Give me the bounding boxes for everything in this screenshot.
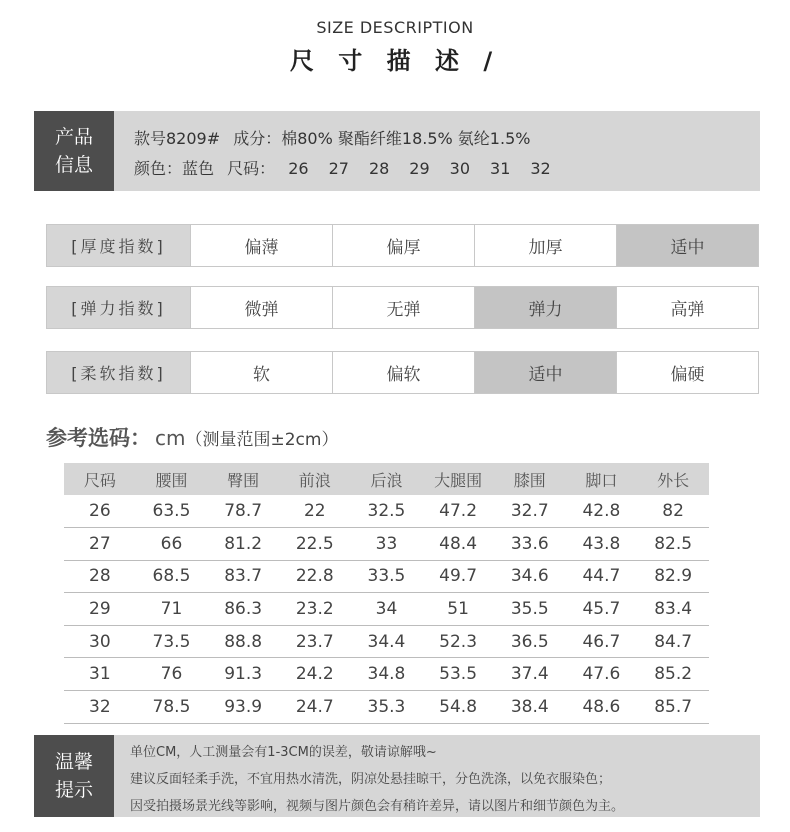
- composition: 成分：棉80% 聚酯纤维18.5% 氨纶1.5%: [233, 129, 531, 148]
- column-header: 后浪: [351, 463, 423, 495]
- table-cell: 44.7: [566, 560, 638, 593]
- size-table: [64, 463, 709, 724]
- product-tag-line2: 信息: [54, 154, 93, 176]
- tips-tag: [34, 735, 114, 817]
- table-cell: 52.3: [422, 625, 494, 658]
- table-cell: 84.7: [637, 625, 709, 658]
- elasticity-index-label: [弹力指数]: [47, 287, 190, 328]
- table-cell: 22: [279, 495, 351, 528]
- table-cell: 47.6: [566, 658, 638, 691]
- column-header: 膝围: [494, 463, 566, 495]
- table-cell: 47.2: [422, 495, 494, 528]
- softness-option: 偏硬: [616, 352, 758, 393]
- column-header: 外长: [637, 463, 709, 495]
- table-cell: 63.5: [136, 495, 208, 528]
- table-cell: 29: [64, 593, 136, 626]
- header-subtitle: SIZE DESCRIPTION: [316, 18, 474, 37]
- size-item: 27: [328, 159, 349, 178]
- table-cell: 22.8: [279, 560, 351, 593]
- table-cell: 34: [351, 593, 423, 626]
- table-row: [64, 658, 709, 691]
- reference-note: （测量范围±2cm）: [185, 430, 339, 450]
- tips-tag-line2: 提示: [54, 779, 93, 801]
- table-row: [64, 593, 709, 626]
- table-cell: 32.7: [494, 495, 566, 528]
- table-cell: 82.9: [637, 560, 709, 593]
- tip-line: 单位CM，人工测量会有1-3CM的误差，敬请谅解哦~: [130, 745, 437, 760]
- table-row: [64, 495, 709, 528]
- table-cell: 91.3: [207, 658, 279, 691]
- table-cell: 48.6: [566, 691, 638, 724]
- table-cell: 24.7: [279, 691, 351, 724]
- table-cell: 85.7: [637, 691, 709, 724]
- thickness-option: 偏厚: [332, 225, 474, 266]
- column-header: 臀围: [207, 463, 279, 495]
- table-cell: 34.4: [351, 625, 423, 658]
- softness-option: 偏软: [332, 352, 474, 393]
- table-cell: 85.2: [637, 658, 709, 691]
- table-row: [64, 528, 709, 561]
- column-header: 尺码: [64, 463, 136, 495]
- table-cell: 83.4: [637, 593, 709, 626]
- size-item: 28: [368, 159, 390, 178]
- softness-index-label: [柔软指数]: [47, 352, 190, 393]
- thickness-option: 加厚: [474, 225, 616, 266]
- table-cell: 53.5: [422, 658, 494, 691]
- table-cell: 24.2: [279, 658, 351, 691]
- product-color: 颜色：蓝色: [134, 159, 215, 178]
- elasticity-option: 无弹: [332, 287, 474, 328]
- product-info-tag: [34, 111, 114, 191]
- table-cell: 49.7: [422, 560, 494, 593]
- column-header: 前浪: [279, 463, 351, 495]
- table-cell: 23.2: [279, 593, 351, 626]
- table-cell: 28: [64, 560, 136, 593]
- table-cell: 46.7: [566, 625, 638, 658]
- size-reference-title: [46, 422, 338, 452]
- table-cell: 42.8: [566, 495, 638, 528]
- style-number: 款号8209#: [134, 129, 221, 148]
- table-cell: 73.5: [136, 625, 208, 658]
- size-item: 30: [449, 159, 471, 178]
- table-cell: 35.3: [351, 691, 423, 724]
- table-cell: 71: [136, 593, 208, 626]
- softness-option-selected: 适中: [474, 352, 616, 393]
- table-cell: 88.8: [207, 625, 279, 658]
- table-row: [64, 625, 709, 658]
- thickness-option-selected: 适中: [616, 225, 758, 266]
- tips-lines: [130, 739, 624, 820]
- table-row: [64, 691, 709, 724]
- product-info-panel: [34, 111, 760, 191]
- table-cell: 30: [64, 625, 136, 658]
- table-cell: 43.8: [566, 528, 638, 561]
- thickness-index-row: [46, 224, 759, 267]
- tip-line: 建议反面轻柔手洗，不宜用热水清洗，阴凉处悬挂晾干，分色洗涤，以免衣服染色；: [130, 772, 612, 787]
- table-cell: 35.5: [494, 593, 566, 626]
- table-cell: 33.6: [494, 528, 566, 561]
- table-cell: 81.2: [207, 528, 279, 561]
- table-cell: 27: [64, 528, 136, 561]
- thickness-option: 偏薄: [190, 225, 332, 266]
- table-cell: 78.5: [136, 691, 208, 724]
- table-cell: 93.9: [207, 691, 279, 724]
- table-cell: 86.3: [207, 593, 279, 626]
- column-header: 脚口: [566, 463, 638, 495]
- size-table-header: [64, 463, 709, 495]
- column-header: 大腿围: [422, 463, 494, 495]
- table-cell: 32: [64, 691, 136, 724]
- size-table-body: [64, 495, 709, 723]
- size-item: 32: [530, 159, 551, 178]
- product-tag-line1: 产品: [54, 126, 93, 148]
- table-cell: 68.5: [136, 560, 208, 593]
- table-cell: 33.5: [351, 560, 423, 593]
- size-item: 26: [288, 159, 309, 178]
- table-cell: 45.7: [566, 593, 638, 626]
- thickness-index-label: [厚度指数]: [47, 225, 190, 266]
- table-cell: 76: [136, 658, 208, 691]
- size-item: 29: [409, 159, 430, 178]
- table-cell: 37.4: [494, 658, 566, 691]
- size-label: 尺码：: [227, 159, 276, 178]
- softness-index-row: [46, 351, 759, 394]
- table-cell: 22.5: [279, 528, 351, 561]
- table-row: [64, 560, 709, 593]
- table-cell: 82: [637, 495, 709, 528]
- column-header: 腰围: [136, 463, 208, 495]
- table-cell: 38.4: [494, 691, 566, 724]
- table-cell: 66: [136, 528, 208, 561]
- size-list: [288, 159, 563, 178]
- table-cell: 83.7: [207, 560, 279, 593]
- elasticity-index-row: [46, 286, 759, 329]
- table-cell: 48.4: [422, 528, 494, 561]
- size-item: 31: [490, 159, 511, 178]
- table-cell: 23.7: [279, 625, 351, 658]
- tips-panel: [34, 735, 760, 817]
- table-cell: 54.8: [422, 691, 494, 724]
- product-line-1: [134, 124, 563, 154]
- table-cell: 82.5: [637, 528, 709, 561]
- elasticity-option: 高弹: [616, 287, 758, 328]
- elasticity-option: 微弹: [190, 287, 332, 328]
- table-cell: 78.7: [207, 495, 279, 528]
- table-cell: 31: [64, 658, 136, 691]
- reference-unit: cm: [155, 426, 186, 450]
- table-cell: 36.5: [494, 625, 566, 658]
- table-cell: 51: [422, 593, 494, 626]
- tips-tag-line1: 温馨: [54, 751, 93, 773]
- table-cell: 34.6: [494, 560, 566, 593]
- table-cell: 33: [351, 528, 423, 561]
- tip-line: 因受拍摄场景光线等影响，视频与图片颜色会有稍许差异，请以图片和细节颜色为主。: [130, 799, 625, 814]
- header-title: 尺 寸 描 述 /: [289, 47, 501, 75]
- page-header: [0, 18, 790, 76]
- table-cell: 34.8: [351, 658, 423, 691]
- elasticity-option-selected: 弹力: [474, 287, 616, 328]
- reference-label: 参考选码：: [46, 426, 151, 450]
- table-cell: 32.5: [351, 495, 423, 528]
- softness-option: 软: [190, 352, 332, 393]
- product-line-2: [134, 154, 563, 184]
- product-info-lines: [134, 124, 563, 184]
- table-cell: 26: [64, 495, 136, 528]
